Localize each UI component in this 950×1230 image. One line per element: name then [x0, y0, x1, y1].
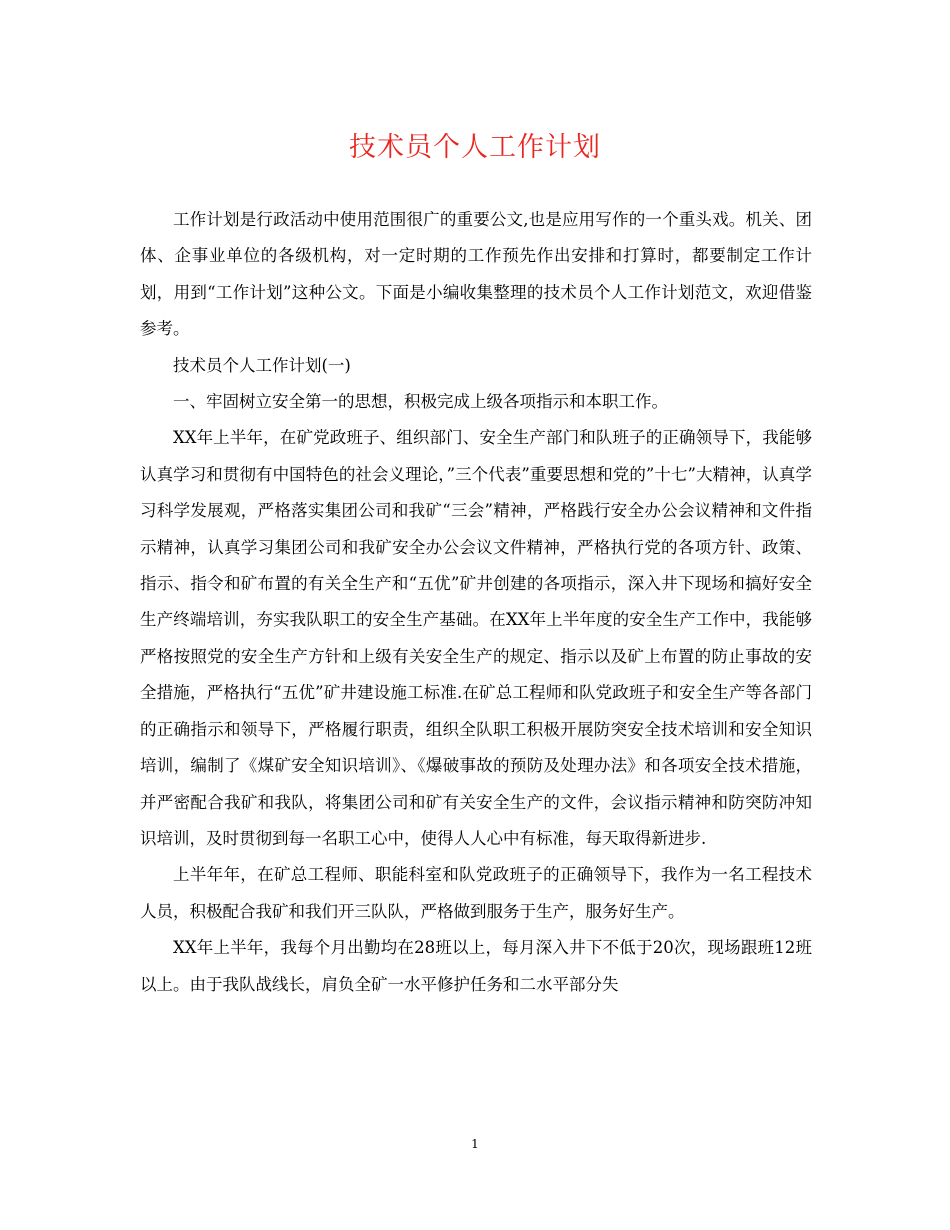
document-body	[140, 202, 812, 1003]
body-paragraph: XX年上半年，我每个月出勤均在28班以上，每月深入井下不低于20次，现场跟班12班以上。由于我队战线长，肩负全矿一水平修护任务和二水平部分失	[140, 938, 812, 994]
subsection-heading: 一、牢固树立安全第一的思想，积极完成上级各项指示和本职工作。	[173, 392, 668, 412]
body-paragraph: 上半年年，在矿总工程师、职能科室和队党政班子的正确领导下，我作为一名工程技术人员，积极配合我矿和我们开三队队，严格做到服务于生产，服务好生产。	[140, 865, 812, 921]
body-paragraph: XX年上半年，在矿党政班子、组织部门、安全生产部门和队班子的正确领导下，我能够认真学习和贯彻有中国特色的社会义理论，”三个代表”重要思想和党的”十七”大精神，认真学习科学发展观，严格落实集团公司和我矿“三会”精神，严格践行安全办公会议精神和文件指示精神，认真学习集团公司和我矿安全办公会议文件精神，严格执行党的各项方针、政策、指示、指令和矿布置的有关全生产和“五优”矿井创建的各项指示，深入井下现场和搞好安全生产终端培训，夯实我队职工的安全生产基础。在XX年上半年度的安全生产工作中，我能够严格按照党的安全生产方针和上级有关安全生产的规定、指示以及矿上布置的防止事故的安全措施，严格执行“五优”矿井建设施工标准.在矿总工程师和队党政班子和安全生产等各部门的正确指示和领导下，严格履行职责，组织全队职工积极开展防突安全技术培训和安全知识培训，编制了《煤矿安全知识培训》、《爆破事故的预防及处理办法》和各项安全技术措施，并严密配合我矿和我队，将集团公司和矿有关安全生产的文件，会议指示精神和防突防冲知识培训，及时贯彻到每一名职工心中，使得人人心中有标准，每天取得新进步.	[140, 428, 812, 848]
document-title: 技术员个人工作计划	[349, 132, 601, 163]
page-number: 1	[471, 1137, 479, 1151]
intro-paragraph: 工作计划是行政活动中使用范围很广的重要公文,也是应用写作的一个重头戏。机关、团体、企事业单位的各级机构，对一定时期的工作预先作出安排和打算时，都要制定工作计划，用到“工作计划”这种公文。下面是小编收集整理的技术员个人工作计划范文，欢迎借鉴参考。	[140, 210, 812, 339]
section-heading: 技术员个人工作计划(一)	[173, 355, 351, 375]
